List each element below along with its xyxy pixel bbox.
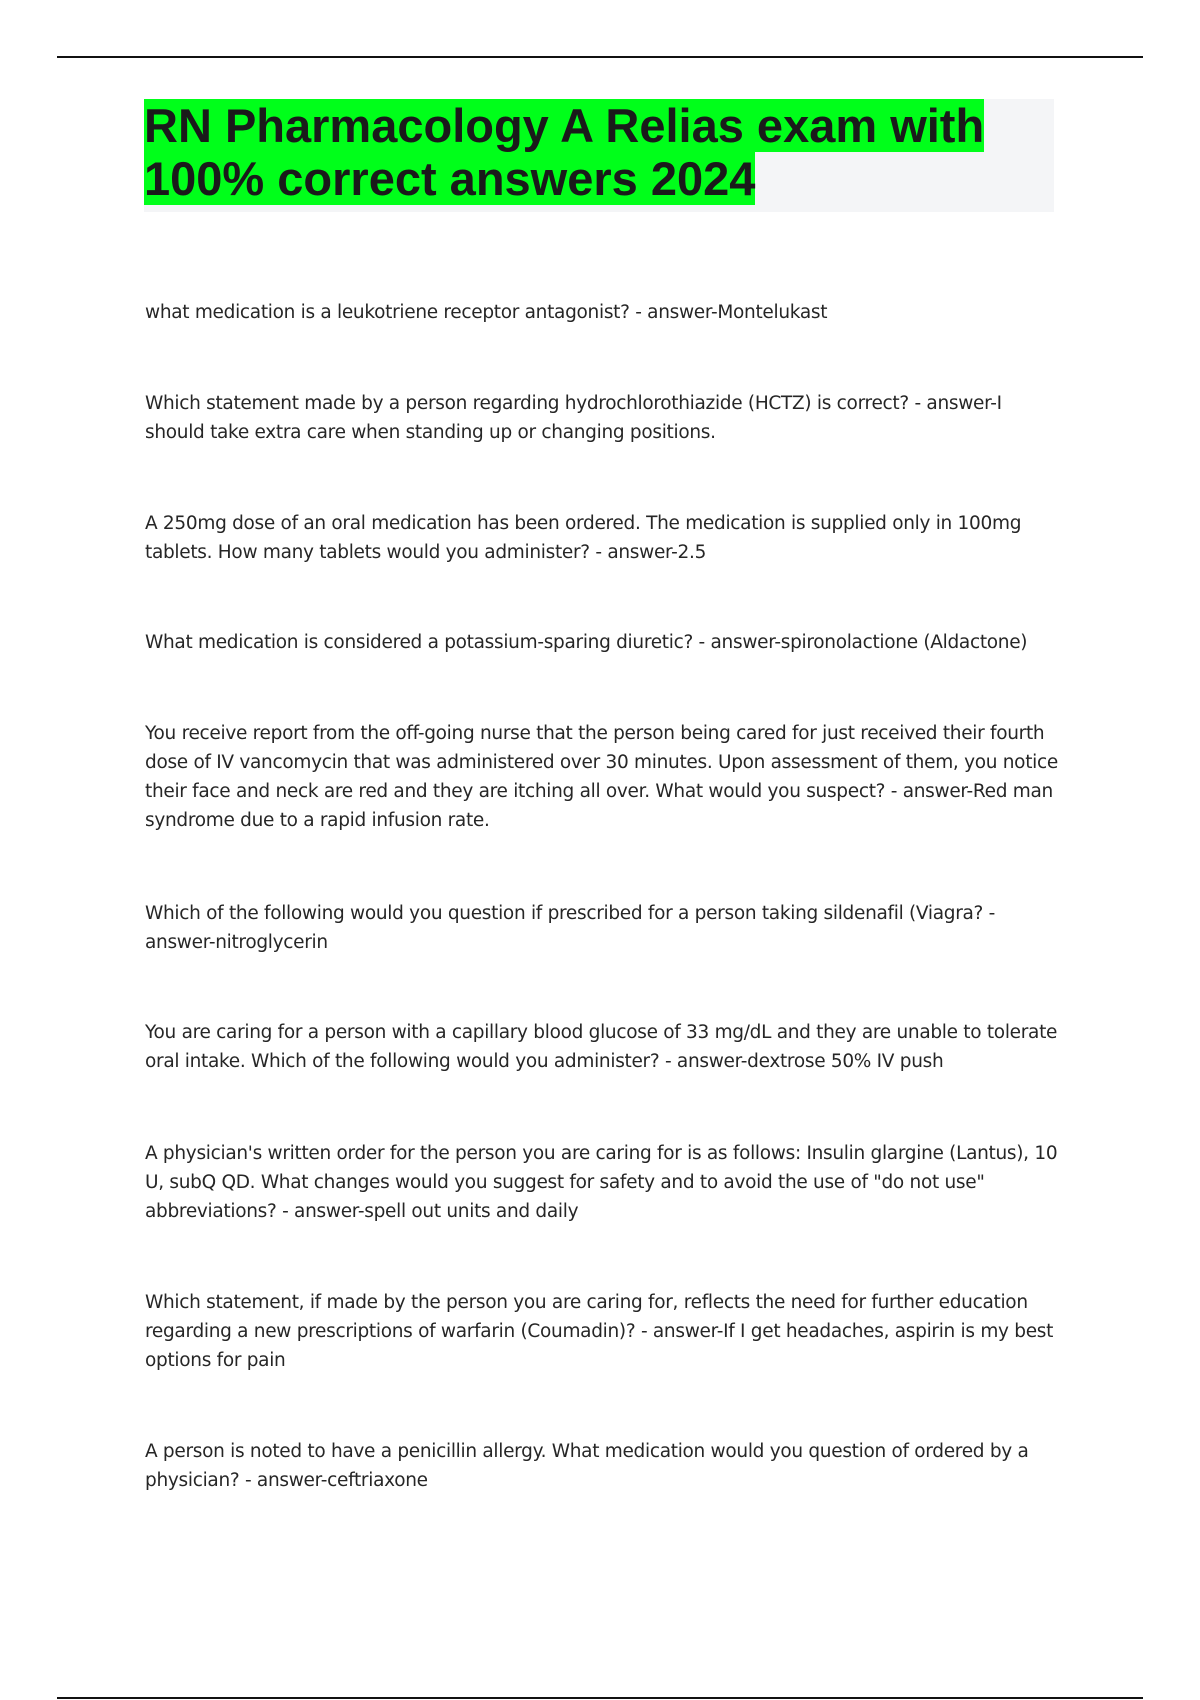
page-title <box>144 99 1054 205</box>
qa-item-4: What medication is considered a potassium-sparing diuretic? - answer-spironolactione (Aldactone) <box>145 632 1028 653</box>
header-rule <box>57 56 1143 58</box>
qa-item-10: A person is noted to have a penicillin allergy. What medication would you question of ordered by a physician? - answer-ceftriaxone <box>145 1441 1029 1491</box>
qa-item-5: You receive report from the off-going nurse that the person being cared for just received their fourth dose of IV vancomycin that was administered over 30 minutes. Upon assessment of them, you notice their face and neck are red and they are itching all over. What would you suspect? - answer-Red man syndrome due to a rapid infusion rate. <box>145 723 1058 831</box>
title-block <box>144 99 1054 212</box>
qa-item-7: You are caring for a person with a capillary blood glucose of 33 mg/dL and they are unable to tolerate oral intake. Which of the following would you administer? - answer-dextrose 50% IV push <box>145 1022 1058 1072</box>
qa-item-9: Which statement, if made by the person you are caring for, reflects the need for further education regarding a new prescriptions of warfarin (Coumadin)? - answer-If I get headaches, aspirin is my best options for pain <box>145 1292 1054 1371</box>
footer-rule <box>57 1697 1143 1699</box>
qa-item-6: Which of the following would you question if prescribed for a person taking sildenafil (Viagra? - answer-nitroglycerin <box>145 903 996 953</box>
page-title-highlight: RN Pharmacology A Relias exam with 100% correct answers 2024 <box>144 99 985 205</box>
qa-item-1: what medication is a leukotriene receptor antagonist? - answer-Montelukast <box>145 302 828 323</box>
qa-item-8: A physician's written order for the person you are caring for is as follows: Insulin glargine (Lantus), 10 U, subQ QD. What changes would you suggest for safety and to avoid the use of "do not use" abbreviations? - answer-spell out units and daily <box>145 1143 1058 1222</box>
qa-item-2: Which statement made by a person regarding hydrochlorothiazide (HCTZ) is correct? - answer-I should take extra care when standing up or changing positions. <box>145 393 1002 443</box>
qa-item-3: A 250mg dose of an oral medication has been ordered. The medication is supplied only in 100mg tablets. How many tablets would you administer? - answer-2.5 <box>145 513 1022 563</box>
